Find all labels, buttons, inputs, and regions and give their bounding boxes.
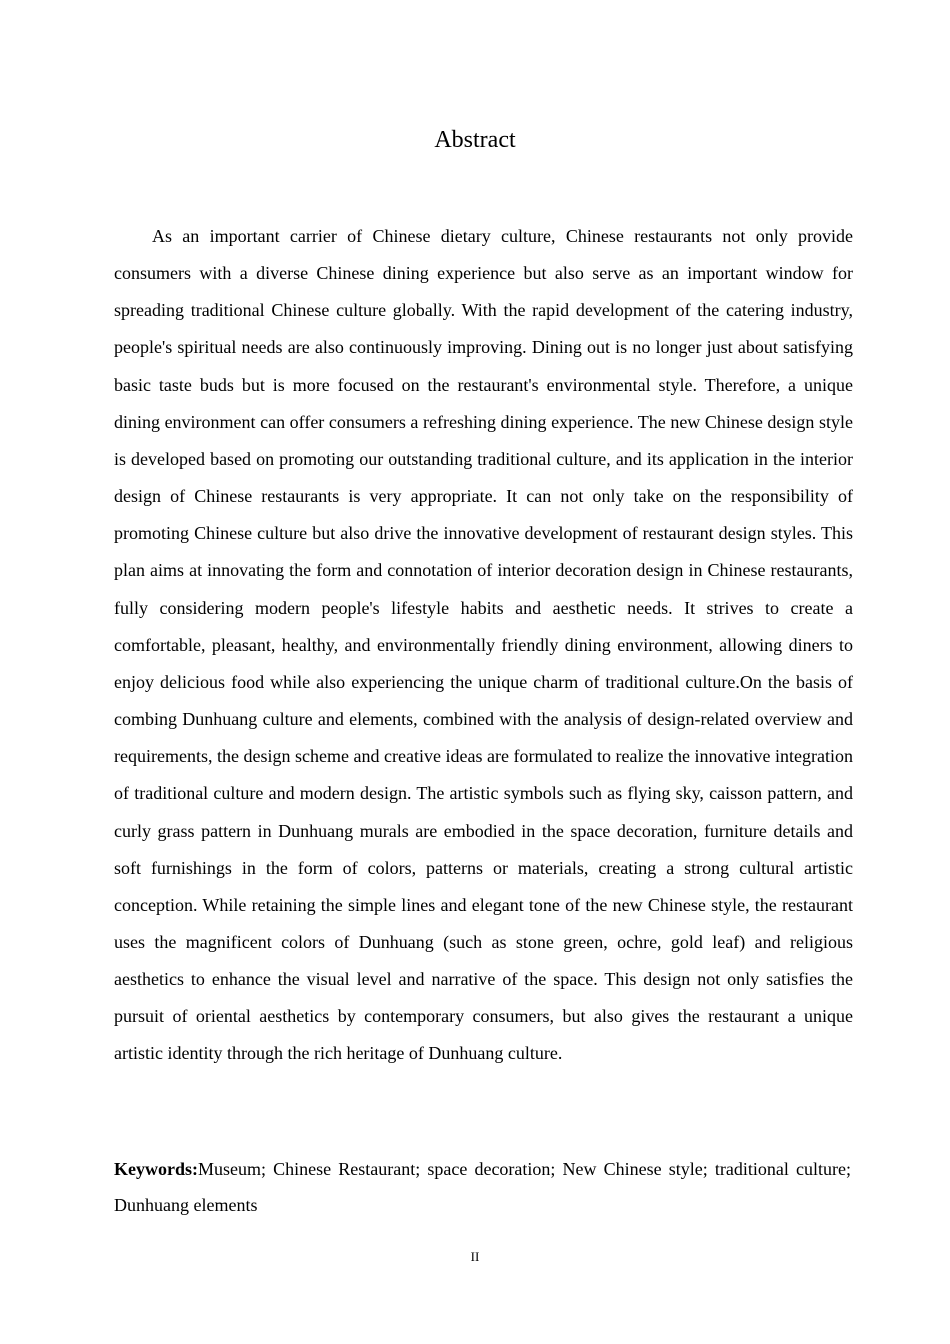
keywords-paragraph: [114, 1151, 851, 1223]
abstract-body-paragraph: As an important carrier of Chinese dietary culture, Chinese restaurants not only provide consumers with a diverse Chinese dining experience but also serve as an important window for spreading traditional Chinese culture globally. With the rapid development of the catering industry, people's spiritual needs are also continuously improving. Dining out is no longer just about satisfying basic taste buds but is more focused on the restaurant's environmental style. Therefore, a unique dining environment can offer consumers a refreshing dining experience. The new Chinese design style is developed based on promoting our outstanding traditional culture, and its application in the interior design of Chinese restaurants is very appropriate. It can not only take on the responsibility of promoting Chinese culture but also drive the innovative development of restaurant design styles. This plan aims at innovating the form and connotation of interior decoration design in Chinese restaurants, fully considering modern people's lifestyle habits and aesthetic needs. It strives to create a comfortable, pleasant, healthy, and environmentally friendly dining environment, allowing diners to enjoy delicious food while also experiencing the unique charm of traditional culture.On the basis of combing Dunhuang culture and elements, combined with the analysis of design-related overview and requirements, the design scheme and creative ideas are formulated to realize the innovative integration of traditional culture and modern design. The artistic symbols such as flying sky, caisson pattern, and curly grass pattern in Dunhuang murals are embodied in the space decoration, furniture details and soft furnishings in the form of colors, patterns or materials, creating a strong cultural artistic conception. While retaining the simple lines and elegant tone of the new Chinese style, the restaurant uses the magnificent colors of Dunhuang (such as stone green, ochre, gold leaf) and religious aesthetics to enhance the visual level and narrative of the space. This design not only satisfies the pursuit of oriental aesthetics by contemporary consumers, but also gives the restaurant a unique artistic identity through the rich heritage of Dunhuang culture.: [114, 226, 853, 1064]
abstract-title: Abstract: [434, 127, 516, 153]
page-number: II: [470, 1249, 480, 1264]
keywords-label: Keywords:: [114, 1159, 198, 1179]
keywords-text: Museum; Chinese Restaurant; space decoration; New Chinese style; traditional culture; Dunhuang elements: [114, 1159, 851, 1215]
